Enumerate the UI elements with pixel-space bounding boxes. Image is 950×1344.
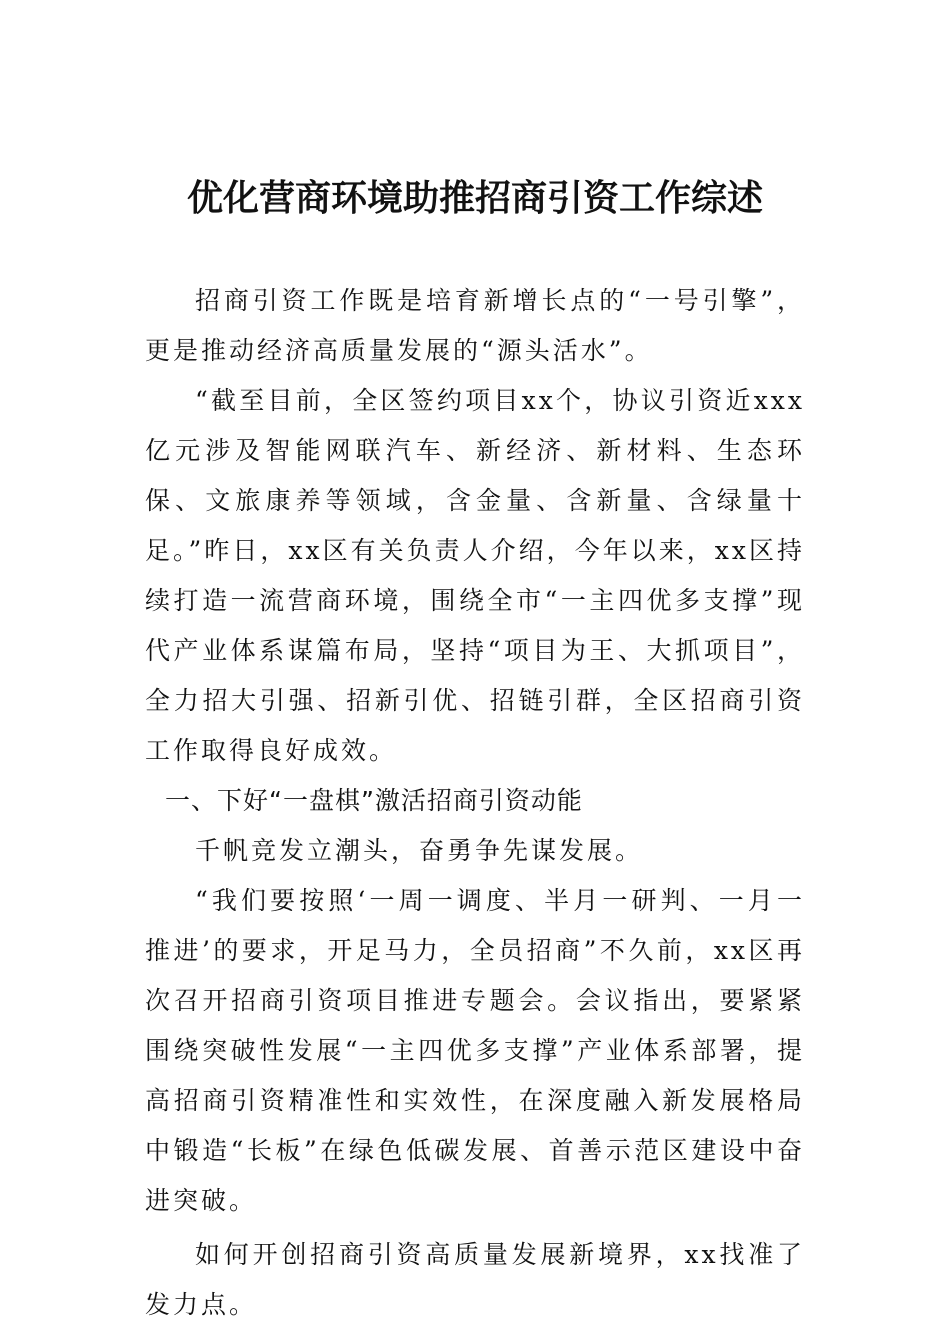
section-heading: 一、下好“一盘棋”激活招商引资动能	[165, 786, 583, 815]
paragraph-question: 如何开创招商引资高质量发展新境界，xx找准了发力点。	[145, 1240, 805, 1319]
document-title: 优化营商环境助推招商引资工作综述	[186, 177, 763, 219]
paragraph-slogan: 千帆竞发立潮头，奋勇争先谋发展。	[195, 836, 644, 865]
paragraph-summary: “截至目前，全区签约项目xx个，协议引资近xxx亿元涉及智能网联汽车、新经济、新材料、生态环保、文旅康养等领域，含金量、含新量、含绿量十足。”昨日，xx区有关负责人介绍，今年以来，xx区持续打造一流营商环境，围绕全市“一主四优多支撑”现代产业体系谋篇布局，坚持“项目为王、大抓项目”，全力招大引强、招新引优、招链引群，全区招商引资工作取得良好成效。	[145, 386, 805, 765]
paragraph-meeting: “我们要按照‘一周一调度、半月一研判、一月一推进’的要求，开足马力，全员招商”不久前，xx区再次召开招商引资项目推进专题会。会议指出，要紧紧围绕突破性发展“一主四优多支撑”产业体系部署，提高招商引资精准性和实效性，在深度融入新发展格局中锻造“长板”在绿色低碳发展、首善示范区建设中奋进突破。	[145, 886, 805, 1215]
paragraph-intro: 招商引资工作既是培育新增长点的“一号引擎”，更是推动经济高质量发展的“源头活水”。	[145, 286, 805, 365]
document-body	[145, 276, 805, 1330]
